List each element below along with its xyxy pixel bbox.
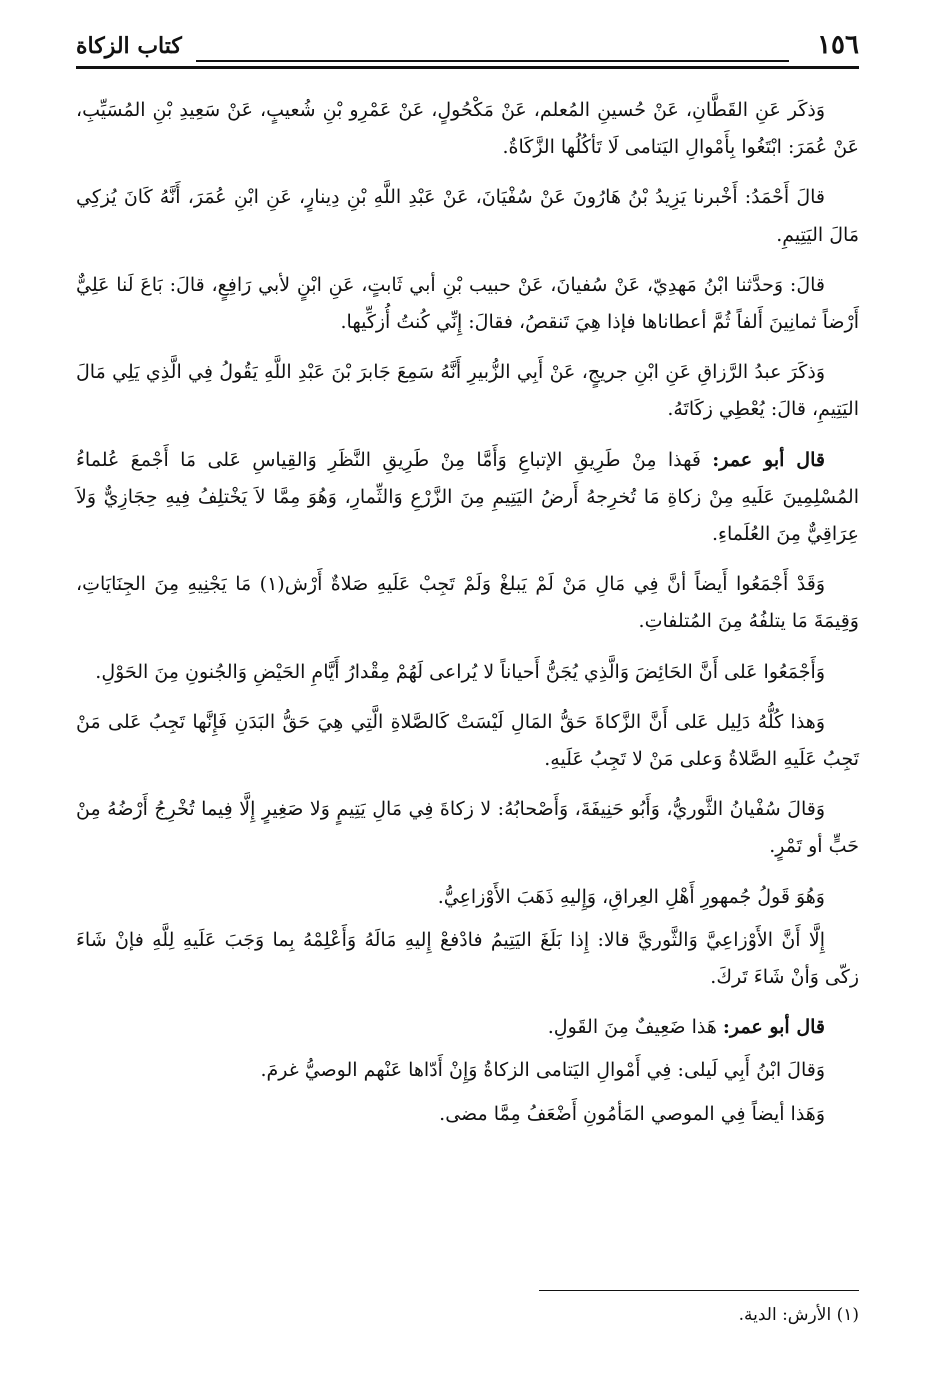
paragraph xyxy=(76,354,859,428)
paragraph xyxy=(76,1009,859,1046)
paragraph-text: وَقالَ سُفْيانُ الثَّوريُّ، وَأَبُو حَنِيفَةَ، وَأَصْحابُهُ: لا زكاةَ فِي مَالِ يَتِيمٍ وَلا صَغِيرٍ إِلَّا فِيما تُخْرِجُ أَرْضُهُ مِنْ حَبٍّ أو تَمْرٍ. xyxy=(76,798,859,858)
paragraph xyxy=(76,1052,859,1089)
paragraph xyxy=(76,654,859,691)
paragraph-text: وَهذا كُلُّهُ دَلِيل عَلى أَنَّ الزَّكاةَ حَقُّ المَالِ لَيْسَتْ كَالصَّلاةِ الَّتِي هِيَ حَقُّ البَدَنِ فَإِنَّها تَجِبُ عَلى مَنْ تَجِبُ عَلَيهِ الصَّلاةُ وَعلى مَنْ لا تَجِبُ عَلَيهِ. xyxy=(76,710,859,771)
paragraph xyxy=(76,1096,859,1133)
paragraph xyxy=(76,791,859,865)
paragraph xyxy=(76,92,859,166)
chapter-title: كتاب الزكاة xyxy=(76,33,182,59)
paragraph-text: إِلَّا أَنَّ الأَوْزاعِيَّ وَالثَّوريَّ قالا: إِذا بَلَغَ اليَتِيمُ فادْفعْ إِليهِ مَالَهُ وَأَعْلِمْهُ بِما وَجَبَ عَلَيهِ لِلَّهِ فإنْ شَاءَ زكّى وَأنْ شَاءَ تَركَ. xyxy=(76,928,859,989)
header-divider xyxy=(196,60,789,62)
speaker-label: قال أبو عمر: xyxy=(722,1016,825,1039)
paragraph-text: وَقَدْ أَجْمَعُوا أَيضاً أنَّ فِي مَالِ مَنْ لَمْ يَبلغْ وَلَمْ تَجِبْ عَلَيهِ صَلاةٌ أَرْش(١) مَا يَجْنِيهِ مِنَ الجِنَايَاتِ، وَقِيمَةَ مَا يتلفُهُ مِنَ المُتلفاتِ. xyxy=(76,573,859,633)
footnote: (١) الأرش: الدية. xyxy=(738,1305,859,1325)
paragraph-text: وَأَجْمَعُوا عَلى أَنَّ الحَائِضَ وَالَّذِي يُجَنُّ أَحياناً لا يُراعى لَهُمْ مِقْدارُ أَيَّامِ الحَيْضِ وَالجُنونِ مِنَ الحَوْلِ. xyxy=(95,660,825,683)
paragraph-text: وَهَذا أيضاً فِي الموصي المَأمُونِ أَضْعَفُ مِمَّا مضى. xyxy=(439,1102,825,1125)
paragraph xyxy=(76,267,859,341)
paragraph xyxy=(76,922,859,996)
paragraph xyxy=(76,879,859,916)
paragraph-text: وَقالَ ابْنُ أَبِي لَيلى: فِي أَمْوالِ اليَتامى الزكاةُ وَإِنْ أَدّاها عَنْهم الوصيُّ غرمَ. xyxy=(260,1059,825,1082)
paragraph xyxy=(76,566,859,640)
page-header xyxy=(76,26,859,69)
page-number: ١٥٦ xyxy=(817,30,859,60)
paragraph-text: وَذكَر عَنِ القَطَّانِ، عَنْ حُسينِ المُعلم، عَنْ مَكْحُولٍ، عَنْ عَمْرِو بْنِ شُعيبٍ، عَنْ سَعِيدِ بْنِ المُسَيِّبِ، عَنْ عُمَرَ: ابْتَغُوا بِأَمْوالِ اليَتامى لَا تَأكُلُها الزَّكَاةُ. xyxy=(76,99,859,159)
footnote-divider xyxy=(539,1290,859,1291)
main-text xyxy=(76,92,859,1139)
paragraph-text: فَهذا مِنْ طَرِيقِ الإتباعِ وَأَمَّا مِنْ طَرِيقِ النَّظَرِ وَالقِياسِ عَلى مَا أَجْمعَ عُلماءُ المُسْلِمِينَ عَلَيهِ مِنْ زكاةِ مَا تُخرِجهُ أَرضُ اليَتِيمِ مِنَ الزَّرْعِ وَالثِّمارِ، وَهُوَ مِمَّا لاَ يَخْتلِفُ فِيهِ حِجَازِيٌّ وَلاَ عِرَاقِيٌّ مِنَ العُلَماءِ. xyxy=(76,448,859,546)
paragraph xyxy=(76,179,859,253)
paragraph-text: قالَ أَحْمَدُ: أَخْبرنا يَزِيدُ بْنُ هَارُونَ عَنْ سُفْيَانَ، عَنْ عَبْدِ اللَّهِ بْنِ دِينارٍ، عَنِ ابْنِ عُمَرَ، أَنَّهُ كَانَ يُزكِي مَالَ اليَتِيمِ. xyxy=(76,186,859,246)
paragraph-text: قالَ: وَحدَّثنا ابْنُ مَهدِيّ، عَنْ سُفيانَ، عَنْ حبيب بْنِ أبي ثَابتٍ، عَنِ ابْنٍ لأبي رَافِعٍ، قالَ: بَاعَ لَنا عَلِيٌّ أَرْضاً ثمانِينَ أَلفاً ثُمَّ أعطاناها فإذا هِيَ تَنقصُ، فقالَ: إِنِّي كُنتُ أُزكِّيها. xyxy=(76,273,859,334)
speaker-label: قال أبو عمر: xyxy=(712,448,825,471)
paragraph-text: وَهُوَ قَولُ جُمهورِ أَهْلِ العِراقِ، وَإِليهِ ذَهَبَ الأَوْزاعِيُّ. xyxy=(437,885,825,908)
paragraph xyxy=(76,442,859,554)
paragraph-text: هَذا ضَعِيفٌ مِنَ القَولِ. xyxy=(547,1016,717,1039)
paragraph xyxy=(76,704,859,778)
paragraph-text: وَذكَرَ عبدُ الرَّزاقِ عَنِ ابْنِ جريجٍ، عَنْ أَبِي الزُّبيرِ أَنَّهُ سَمِعَ جَابرَ بْنَ عَبْدِ اللَّهِ يَقُولُ فِي الَّذِي يَلِي مَالَ اليَتِيمِ، قالَ: يُعْطِي زكَاتَهُ. xyxy=(76,361,859,421)
